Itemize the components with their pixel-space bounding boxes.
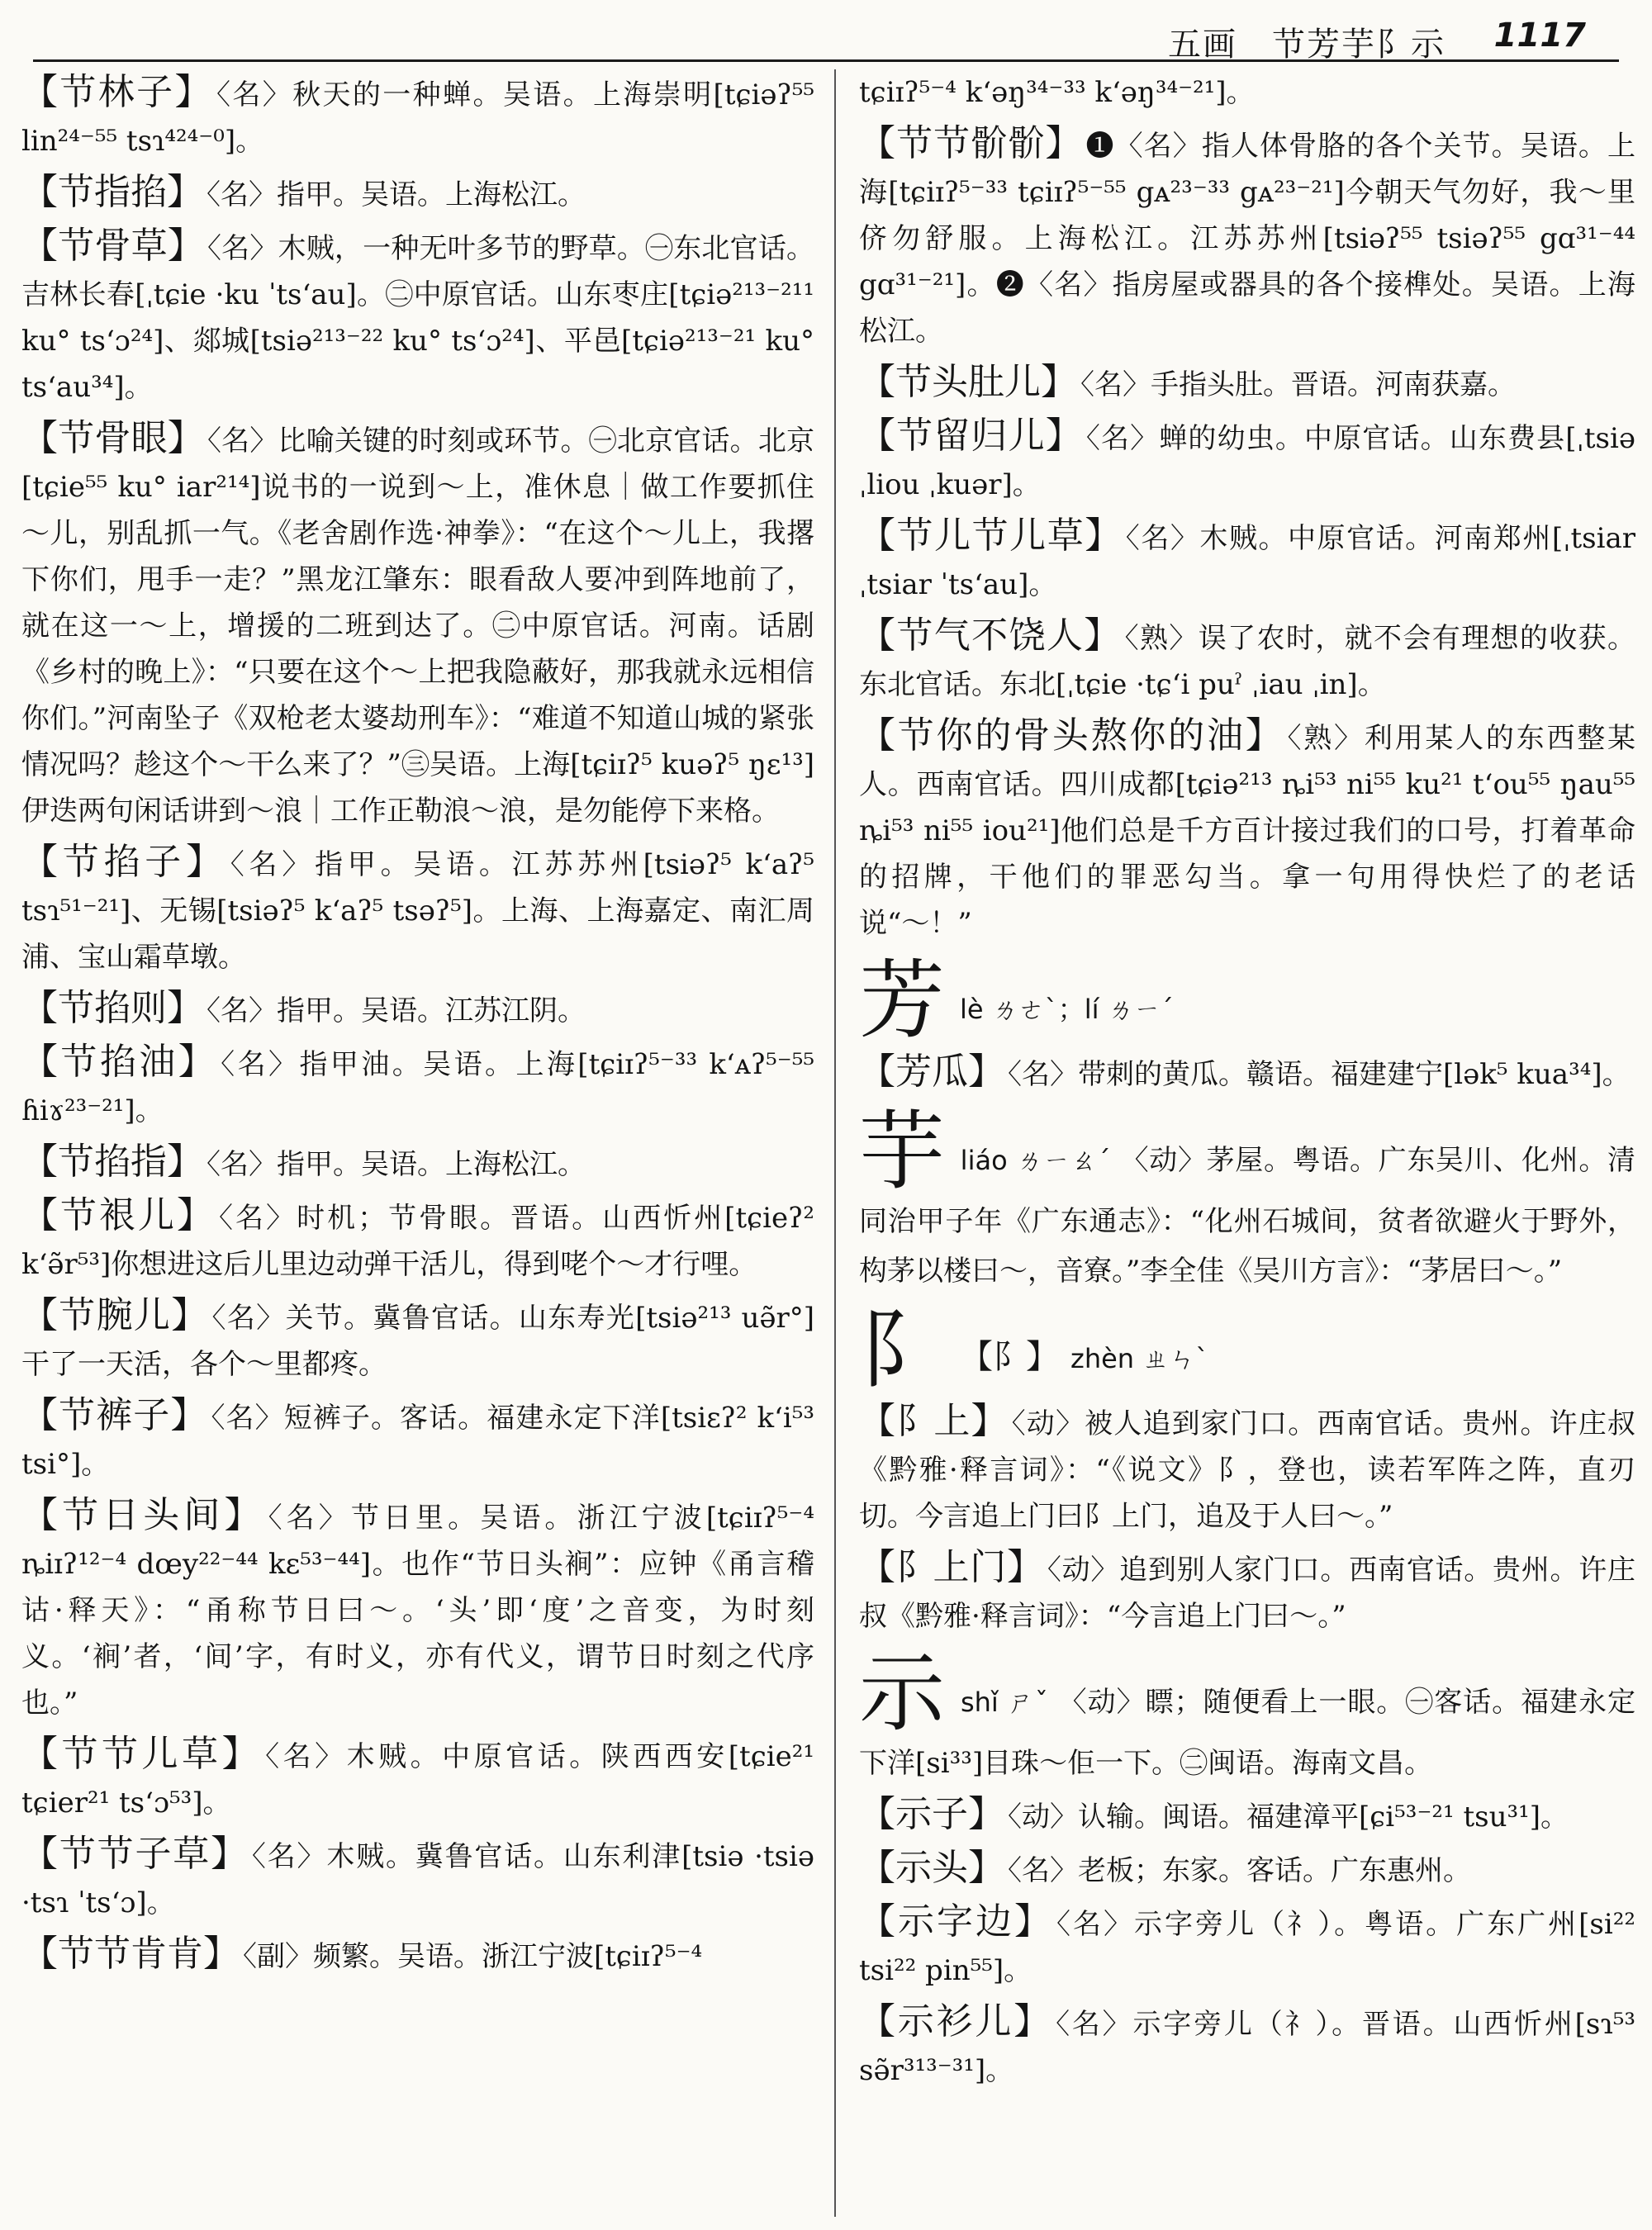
headword: 【示子】 xyxy=(859,1793,1004,1835)
headword: 【节裤子】 xyxy=(21,1394,208,1436)
headword: 【节掐子】 xyxy=(21,841,227,883)
definition: 〈名〉时机；节骨眼。晋语。山西忻州[tɕieʔ² kʻə̃r⁵³]你想进这后儿里边动弹干活儿，得到咾个～才行哩。 xyxy=(21,1202,814,1281)
entry xyxy=(21,69,814,164)
entry xyxy=(859,1544,1635,1639)
definition: 〈名〉短裤子。客话。福建永定下洋[tsiɛʔ² kʻi⁵³ tsi°]。 xyxy=(21,1402,814,1481)
head-character: 示 xyxy=(859,1643,946,1744)
entry xyxy=(21,839,814,980)
headword: 【节林子】 xyxy=(21,71,213,113)
definition: 〈名〉指甲。吴语。江苏苏州[tsiəʔ⁵ kʻaʔ⁵ tsɿ⁵¹⁻²¹]、无锡[tsiəʔ⁵ kʻaʔ⁵ tsəʔ⁵]。上海、上海嘉定、南汇周浦、宝山霜草墩。 xyxy=(21,848,814,974)
entry xyxy=(21,1831,814,1926)
headword: 【示头】 xyxy=(859,1847,1004,1889)
headword: 【节腕儿】 xyxy=(21,1294,209,1336)
definition: 〈名〉节日里。吴语。浙江宁波[tɕiɪʔ⁵⁻⁴ ȵiɪʔ¹²⁻⁴ dœy²²⁻⁴⁴ kɛ⁵³⁻⁴⁴]。也作“节日头裥”：应钟《甬言稽诂·释天》：“甬称节日曰～。‘头’即‘度’之音变，为时刻义。‘裥’者，‘间’字，有时义，亦有代义，谓节日时刻之代序也。” xyxy=(21,1502,814,1720)
entry xyxy=(21,1393,814,1487)
definition: 〈动〉追到别人家门口。西南官话。贵州。许庄叔《黔雅·释言词》：“今言追上门曰～。” xyxy=(859,1554,1635,1633)
headword: 【节掐油】 xyxy=(21,1041,218,1083)
entry xyxy=(859,121,1635,354)
definition: 〈名〉指甲。吴语。上海松江。 xyxy=(206,1148,586,1181)
entry xyxy=(859,1999,1635,2094)
definition: 〈动〉被人追到家门口。西南官话。贵州。许庄叔《黔雅·释言词》：“《说文》阝，登也，读若军阵之阵，直刃切。今言追上门曰阝上门，追及于人曰～。” xyxy=(859,1407,1635,1533)
definition: 〈副〉频繁。吴语。浙江宁波[tɕiɪʔ⁵⁻⁴ xyxy=(243,1940,703,1973)
pronunciation: lè ㄌㄜˋ；lí ㄌㄧˊ xyxy=(960,994,1174,1025)
definition: 〈名〉蝉的幼虫。中原官话。山东费县[ˌtsiə ˌliou ˌkuər]。 xyxy=(859,422,1635,501)
definition: 〈名〉关节。冀鲁官话。山东寿光[tsiə²¹³ uə̃r°]干了一天活，各个～里都疼。 xyxy=(21,1302,814,1381)
definition: 〈动〉认输。闽语。福建漳平[ɕi⁵³⁻²¹ tsu³¹]。 xyxy=(1008,1801,1569,1834)
entry xyxy=(21,415,814,834)
definition: tɕiɪʔ⁵⁻⁴ kʻəŋ³⁴⁻³³ kʻəŋ³⁴⁻²¹]。 xyxy=(859,76,1255,109)
definition: 〈名〉示字旁儿（礻）。晋语。山西忻州[sɿ⁵³ sə̃r³¹³⁻³¹]。 xyxy=(859,2008,1635,2087)
headword: 【节节子草】 xyxy=(21,1833,249,1875)
headword: 【节节骱骱】 xyxy=(859,122,1083,164)
entry xyxy=(859,513,1635,608)
pronunciation: zhèn ㄓㄣˋ xyxy=(1070,1343,1209,1374)
entry xyxy=(859,1398,1635,1540)
entry xyxy=(859,1049,1635,1098)
definition: 〈名〉指甲。吴语。上海松江。 xyxy=(206,178,586,211)
entry xyxy=(859,1845,1635,1894)
headword: 【示字边】 xyxy=(859,1900,1054,1943)
headword: 【芳瓜】 xyxy=(859,1051,1004,1093)
headword: 【节节肯肯】 xyxy=(21,1933,240,1975)
definition: ❶〈名〉指人体骨胳的各个关节。吴语。上海[tɕiɪʔ⁵⁻³³ tɕiɪʔ⁵⁻⁵⁵ gᴀ²³⁻³³ gᴀ²³⁻²¹]今朝天气勿好，我～里侪勿舒服。上海松江。江苏苏州[tsiəʔ⁵⁵ tsiəʔ⁵⁵ gɑ³¹⁻⁴⁴ gɑ³¹⁻²¹]。❷〈名〉指房屋或器具的各个接榫处。吴语。上海松江。 xyxy=(859,130,1635,348)
definition: 〈名〉木贼。中原官话。河南郑州[ˌtsiar ˌtsiar ˈtsʻau]。 xyxy=(859,522,1635,601)
entry xyxy=(859,413,1635,508)
headword: 【示衫儿】 xyxy=(859,2000,1053,2043)
headword: 【节你的骨头熬你的油】 xyxy=(859,714,1284,757)
entry xyxy=(21,1139,814,1188)
pronunciation: shǐ ㄕˇ xyxy=(960,1687,1049,1718)
character-heading xyxy=(859,950,1635,1051)
entry xyxy=(859,359,1635,408)
character-heading xyxy=(859,1643,1635,1788)
definition: 〈动〉瞟；随便看上一眼。㊀客话。福建永定下洋[si³³]目珠～佢一下。㊁闽语。海南文昌。 xyxy=(859,1686,1635,1780)
entry xyxy=(859,613,1635,708)
character-heading xyxy=(859,1299,1635,1400)
headword: 【节节儿草】 xyxy=(21,1733,263,1775)
definition: 〈名〉比喻关键的时刻或环节。㊀北京官话。北京[tɕie⁵⁵ ku° iar²¹⁴]说书的一说到～上，准休息｜做工作要抓住～儿，别乱抓一气。《老舍剧作选·神拳》：“在这个～儿上，我撂下你们，甩手一走？”黑龙江肇东：眼看敌人要冲到阵地前了，就在这一～上，增援的二班到达了。㊁中原官话。河南。话剧《乡村的晚上》：“只要在这个～上把我隐蔽好，那我就永远相信你们。”河南坠子《双枪老太婆劫刑车》：“难道不知道山城的紧张情况吗？趁这个～干么来了？”㊂吴语。上海[tɕiɪʔ⁵ kuəʔ⁵ ŋɛ¹³]伊迭两句闲话讲到～浪｜工作正勒浪～浪，是勿能停下来格。 xyxy=(21,425,814,828)
entry xyxy=(21,1492,814,1726)
definition: 〈名〉木贼，一种无叶多节的野草。㊀东北官话。吉林长春[ˌtɕie ·ku ˈtsʻau]。㊁中原官话。山东枣庄[tɕiə²¹³⁻²¹¹ ku° tsʻɔ²⁴]、郯城[tsiə²¹³⁻²² ku° tsʻɔ²⁴]、平邑[tɕiə²¹³⁻²¹ ku° tsʻau³⁴]。 xyxy=(21,232,814,404)
headword: 【节掐指】 xyxy=(21,1141,203,1183)
entry xyxy=(21,1193,814,1288)
entry xyxy=(21,1039,814,1134)
column-divider xyxy=(834,69,836,2217)
character-heading xyxy=(859,1101,1635,1296)
definition: 〈名〉秋天的一种蝉。吴语。上海崇明[tɕiəʔ⁵⁵ lin²⁴⁻⁵⁵ tsɿ⁴²⁴⁻⁰]。 xyxy=(21,78,814,158)
definition: 〈名〉指甲油。吴语。上海[tɕiɪʔ⁵⁻³³ kʻᴀʔ⁵⁻⁵⁵ ɦiɤ²³⁻²¹]。 xyxy=(21,1048,814,1127)
headword: 【节骨草】 xyxy=(21,225,204,267)
headword: 【节头肚儿】 xyxy=(859,361,1077,403)
headword: 【节骨眼】 xyxy=(21,417,204,459)
definition: 〈名〉指甲。吴语。江苏江阴。 xyxy=(206,994,586,1027)
head-character: 芳 xyxy=(859,950,946,1051)
entry xyxy=(21,1731,814,1826)
entry xyxy=(859,1899,1635,1994)
definition: 〈名〉带刺的黄瓜。赣语。福建建宁[lək⁵ kua³⁴]。 xyxy=(1008,1058,1631,1091)
entry xyxy=(859,713,1635,947)
headword: 【节裉儿】 xyxy=(21,1194,216,1236)
definition: 〈名〉手指头肚。晋语。河南获嘉。 xyxy=(1080,368,1516,401)
entry-continuation xyxy=(859,69,1635,116)
definition: 〈名〉木贼。中原官话。陕西西安[tɕie²¹ tɕier²¹ tsʻɔ⁵³]。 xyxy=(21,1740,814,1820)
headword: 【阝上】 xyxy=(859,1400,1009,1442)
headword: 【节掐则】 xyxy=(21,987,203,1029)
head-character: 芋 xyxy=(859,1101,946,1202)
definition: 〈名〉老板；东家。客话。广东惠州。 xyxy=(1008,1854,1471,1887)
traditional-form: 【阝】 xyxy=(960,1338,1060,1376)
right-column xyxy=(859,69,1635,2225)
running-head: 五画 节芳芋阝示 xyxy=(1168,26,1446,64)
headword: 【节气不饶人】 xyxy=(859,614,1122,657)
page-number: 1117 xyxy=(1493,17,1586,55)
headword: 【节日头间】 xyxy=(21,1494,265,1536)
definition: 〈熟〉利用某人的东西整某人。西南官话。四川成都[tɕiə²¹³ ȵi⁵³ ni⁵⁵ ku²¹ tʻou⁵⁵ ŋau⁵⁵ ȵi⁵³ ni⁵⁵ iou²¹]他们总是千方百计接过我们的口号，打着革命的招牌，干他们的罪恶勾当。拿一句用得快烂了的老话说“～！” xyxy=(859,722,1635,940)
entry xyxy=(21,1931,814,1980)
definition: 〈动〉茅屋。粤语。广东吴川、化州。清同治甲子年《广东通志》：“化州石城间，贫者欲避火于野外，构茅以楼曰～，音寮。”李全佳《吴川方言》：“茅居曰～。” xyxy=(859,1144,1635,1288)
headword: 【节儿节儿草】 xyxy=(859,515,1123,557)
pronunciation: liáo ㄌㄧㄠˊ xyxy=(960,1145,1112,1176)
entry xyxy=(21,169,814,218)
headword: 【阝上门】 xyxy=(859,1546,1044,1588)
entry xyxy=(859,1791,1635,1840)
entry xyxy=(21,985,814,1034)
page-header xyxy=(33,12,1619,62)
entry xyxy=(21,223,814,410)
definition: 〈熟〉误了农时，就不会有理想的收获。东北官话。东北[ˌtɕie ·tɕʻi puˀ ˌiau ˌin]。 xyxy=(859,622,1635,701)
left-column xyxy=(21,69,814,2225)
headword: 【节留归儿】 xyxy=(859,415,1083,457)
headword: 【节指掐】 xyxy=(21,171,203,213)
definition: 〈名〉示字旁儿（礻）。粤语。广东广州[si²² tsi²² pin⁵⁵]。 xyxy=(859,1908,1635,1987)
definition: 〈名〉木贼。冀鲁官话。山东利津[tsiə ·tsiə ·tsɿ ˈtsʻɔ]。 xyxy=(21,1840,814,1919)
head-character: 阝 xyxy=(859,1299,946,1400)
entry xyxy=(21,1293,814,1388)
